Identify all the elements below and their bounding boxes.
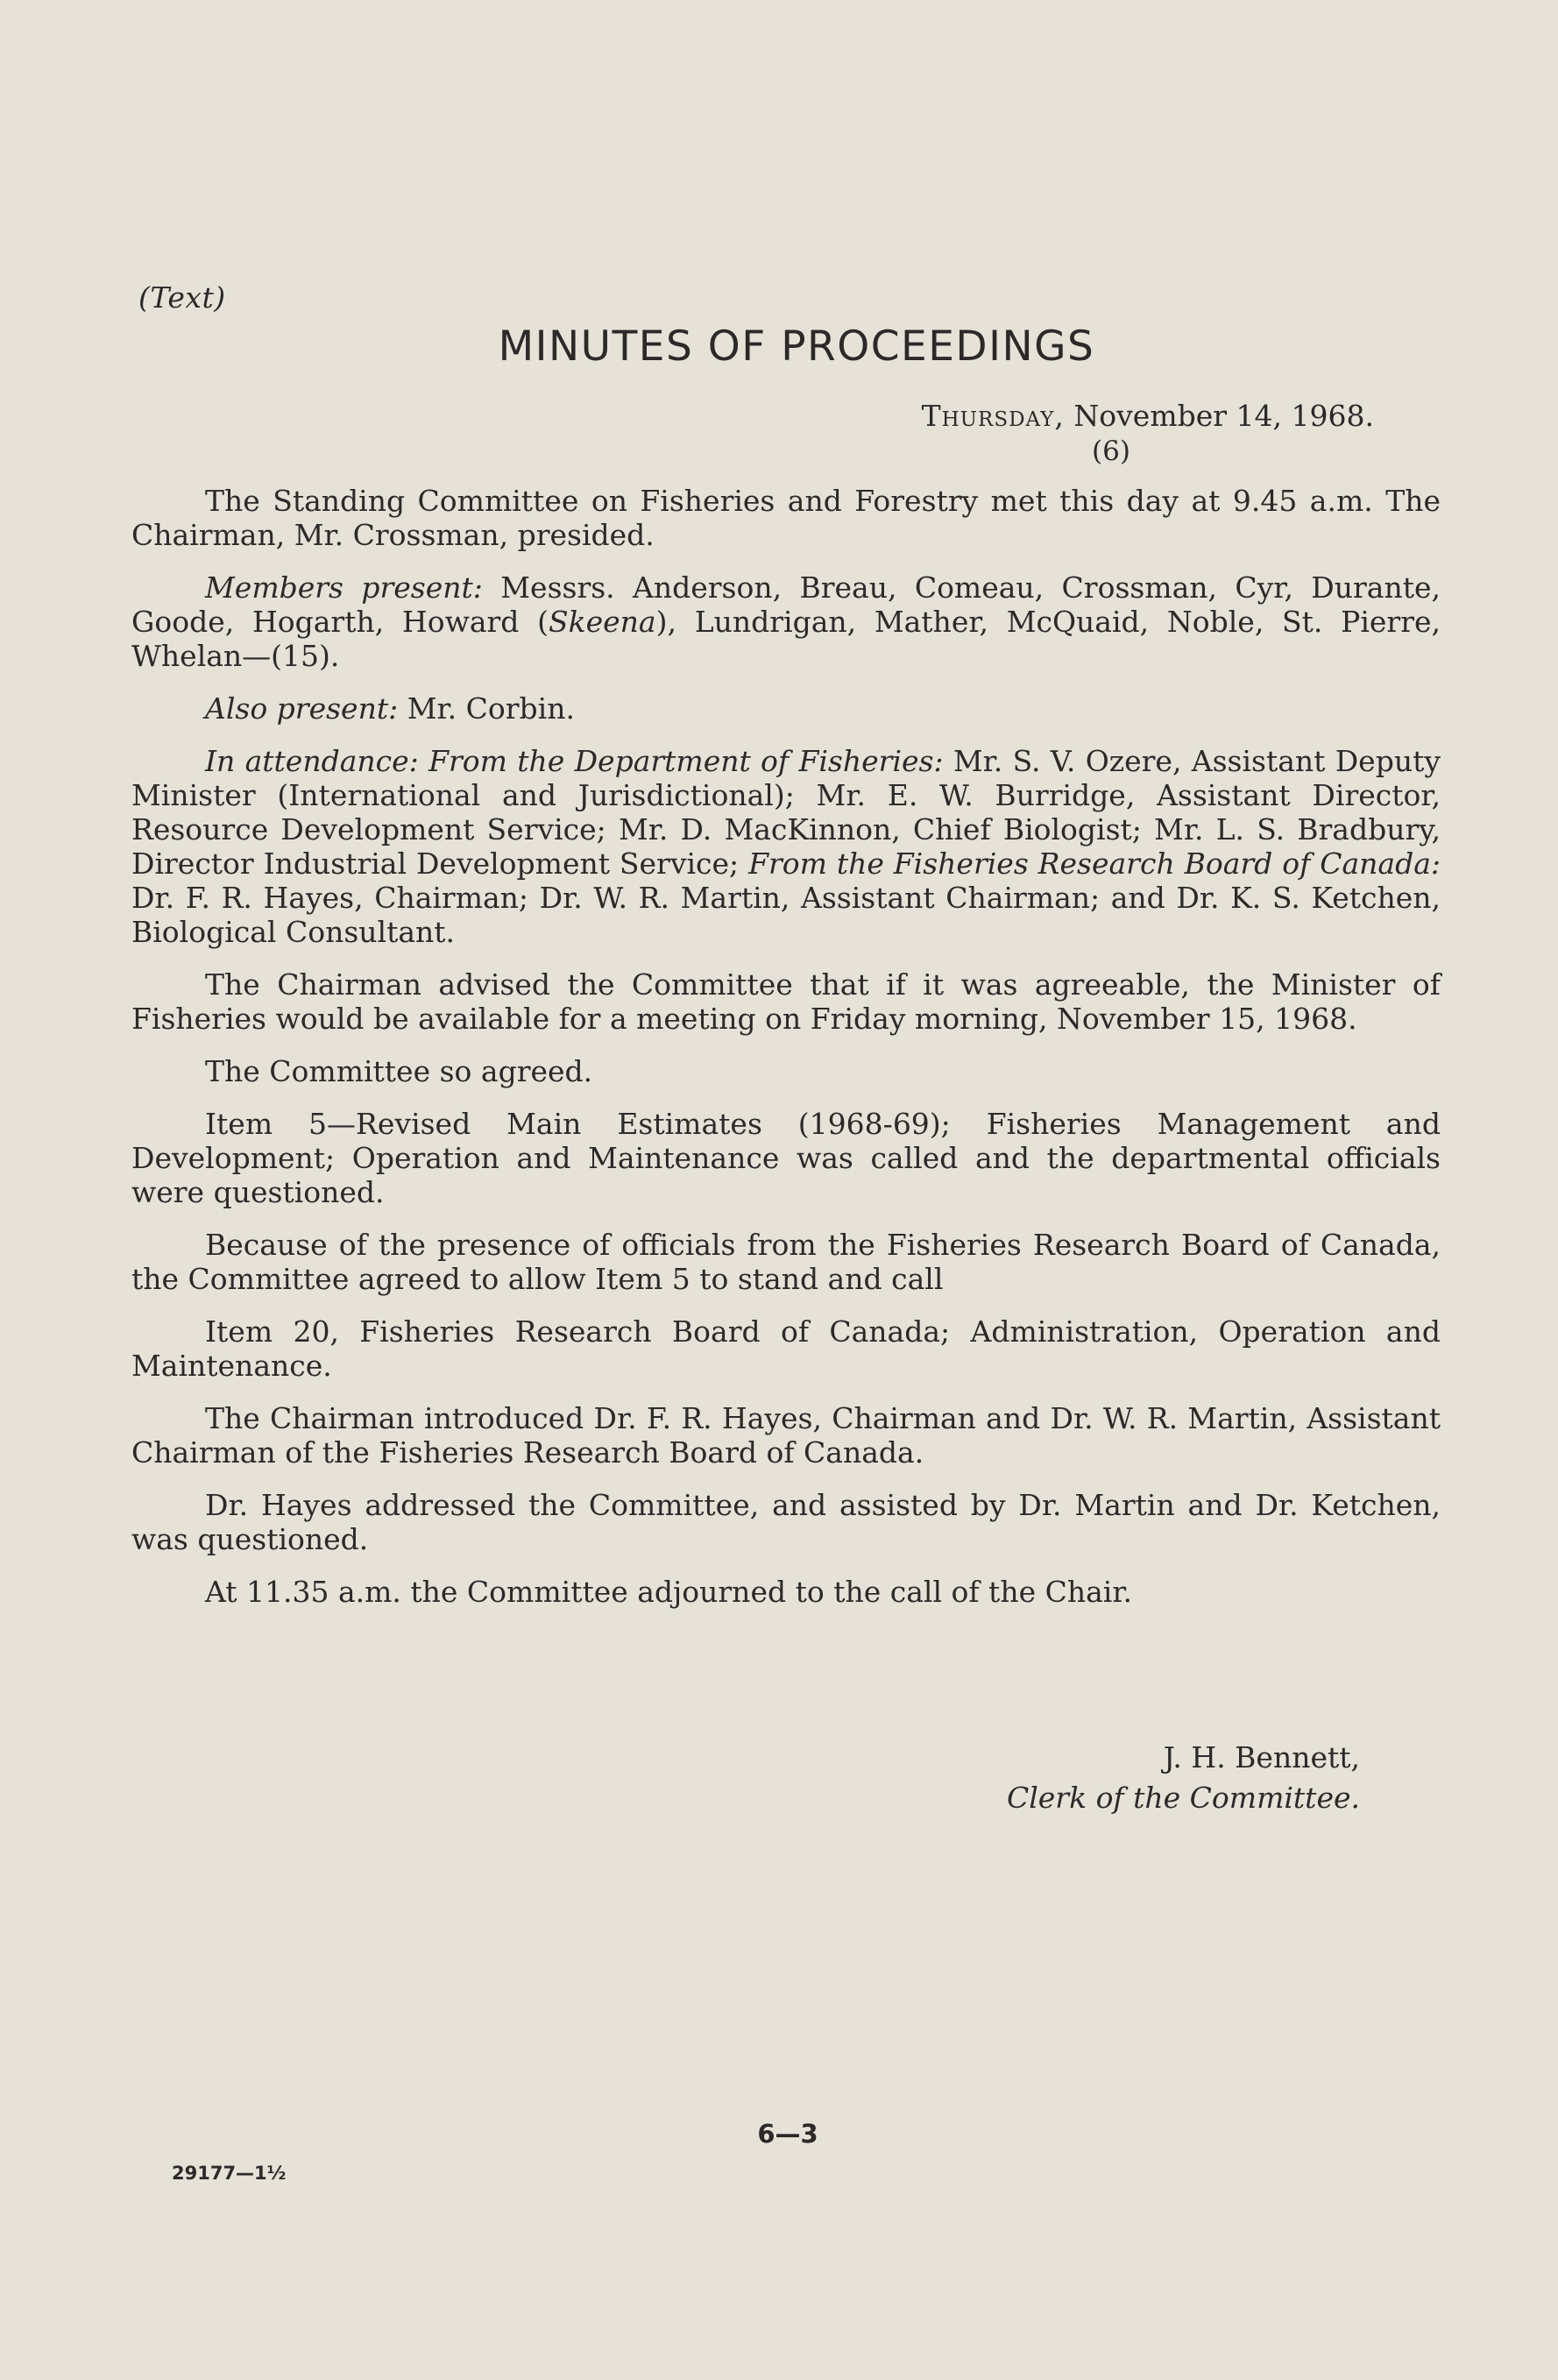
members-present-label: Members present: xyxy=(205,570,483,605)
members-list-part-a: Messrs. Anderson, Breau, Comeau, Crossman, Cyr, Durante, Goode, Hogarth, Howard ( xyxy=(131,570,1441,639)
paragraph-text: Item 20, Fisheries Research Board of Canada; Administration, Operation and Maintenance. xyxy=(131,1314,1441,1383)
paragraph-members-present xyxy=(131,570,1441,673)
also-present-text: Mr. Corbin. xyxy=(398,691,575,726)
in-attendance-label: In attendance: From the Department of Fisheries: xyxy=(205,744,944,778)
research-board-officials: Dr. F. R. Hayes, Chairman; Dr. W. R. Martin, Assistant Chairman; and Dr. K. S. Ketchen, Biological Consultant. xyxy=(131,881,1441,949)
paragraph-committee-agreed xyxy=(131,1054,1441,1088)
paragraph-text: The Standing Committee on Fisheries and Forestry met this day at 9.45 a.m. The Chairman, Mr. Crossman, presided. xyxy=(131,484,1441,552)
meeting-number: (6) xyxy=(1092,436,1130,467)
paragraph-also-present xyxy=(131,691,1441,726)
text-label: (Text) xyxy=(138,280,226,315)
page-number: 6—3 xyxy=(757,2119,818,2149)
paragraph-item-5-stand xyxy=(131,1228,1441,1296)
dateline-day: Thursday, xyxy=(921,399,1065,433)
clerk-role: Clerk of the Committee. xyxy=(1006,1781,1360,1815)
paragraph-text: The Chairman advised the Committee that if it was agreeable, the Minister of Fisheries would be available for a meeting on Friday morning, November 15, 1968. xyxy=(131,967,1441,1036)
paragraph-adjournment xyxy=(131,1575,1441,1609)
page-title: MINUTES OF PROCEEDINGS xyxy=(498,322,1095,371)
paragraph-item-20 xyxy=(131,1314,1441,1383)
paragraph-text: Item 5—Revised Main Estimates (1968-69); Fisheries Management and Development; Operation and Maintenance was called and the departmental officials were questioned. xyxy=(131,1107,1441,1209)
print-code: 29177—1½ xyxy=(172,2163,287,2184)
paragraph-introductions xyxy=(131,1401,1441,1470)
paragraph-minister-meeting xyxy=(131,967,1441,1036)
paragraph-text: Because of the presence of officials from the Fisheries Research Board of Canada, the Committee agreed to allow Item 5 to stand and call xyxy=(131,1228,1441,1296)
paragraph-hayes-address xyxy=(131,1488,1441,1556)
paragraph-meeting-opened xyxy=(131,484,1441,552)
dateline xyxy=(922,399,1374,433)
minutes-body xyxy=(131,484,1441,1627)
paragraph-in-attendance xyxy=(131,744,1441,949)
paragraph-text: The Chairman introduced Dr. F. R. Hayes, Chairman and Dr. W. R. Martin, Assistant Chairman of the Fisheries Research Board of Canada. xyxy=(131,1401,1441,1470)
signature-block xyxy=(1007,1738,1360,1818)
riding-name: Skeena xyxy=(549,605,656,639)
paragraph-text: Dr. Hayes addressed the Committee, and assisted by Dr. Martin and Dr. Ketchen, was questioned. xyxy=(131,1488,1441,1556)
paragraph-text: The Committee so agreed. xyxy=(205,1054,593,1088)
paragraph-text: At 11.35 a.m. the Committee adjourned to the call of the Chair. xyxy=(205,1575,1132,1609)
clerk-name: J. H. Bennett, xyxy=(1163,1740,1360,1774)
department-officials: Mr. S. V. Ozere, Assistant Deputy Minister (International and Jurisdictional); Mr. E. W. Burridge, Assistant Director, Resource Development Service; Mr. D. MacKinnon, Chief Biologist; Mr. L. S. Bradbury, Director Industrial Development Service; xyxy=(131,744,1441,881)
also-present-label: Also present: xyxy=(205,691,399,726)
research-board-label: From the Fisheries Research Board of Canada: xyxy=(748,846,1441,881)
dateline-date: November 14, 1968. xyxy=(1073,399,1374,433)
paragraph-item-5 xyxy=(131,1107,1441,1209)
members-list-part-b: ), Lundrigan, Mather, McQuaid, Noble, St. Pierre, Whelan—(15). xyxy=(131,605,1441,673)
